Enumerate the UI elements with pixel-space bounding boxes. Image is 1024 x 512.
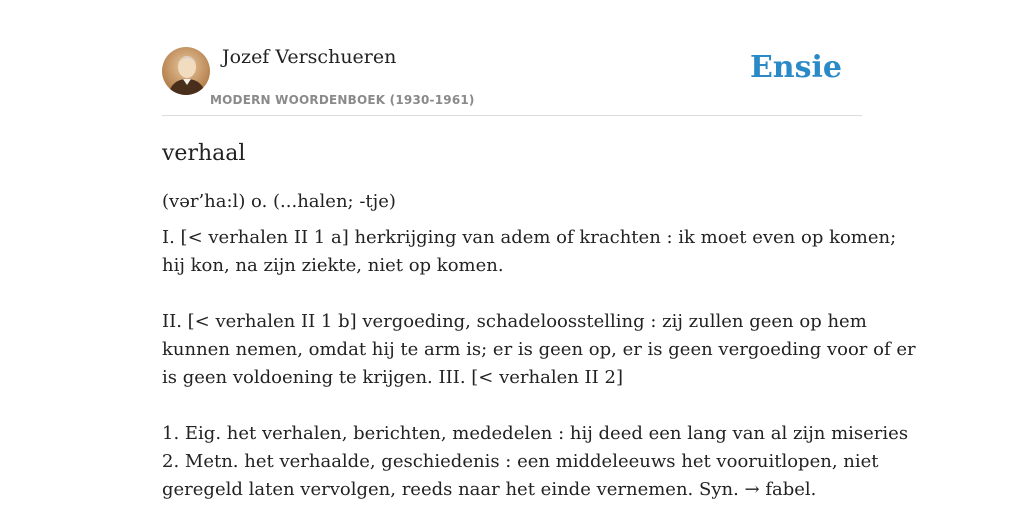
entry-header [162,44,862,116]
source-dictionary: MODERN WOORDENBOEK (1930-1961) [210,93,475,107]
definition-line: is geen voldoening te krijgen. III. [< verhalen II 2] [162,367,623,388]
definition-paragraph [162,420,909,504]
definition-line: I. [< verhalen II 1 a] herkrijging van adem of krachten : ik moet even op komen; [162,227,897,248]
portrait-icon [162,47,210,95]
definition-line: hij kon, na zijn ziekte, niet op komen. [162,255,504,276]
definition-line: 1. Eig. het verhalen, berichten, mededelen : hij deed een lang van al zijn miseries [162,423,909,444]
definition-line: 2. Metn. het verhaalde, geschiedenis : een middeleeuws het vooruitlopen, niet [162,451,879,472]
brand-logo[interactable]: Ensie [749,50,842,85]
entry-term: verhaal [162,141,246,166]
definition-paragraph [162,308,916,392]
definition-line: II. [< verhalen II 1 b] vergoeding, schadeloosstelling : zij zullen geen op hem [162,311,867,332]
entry-pronunciation: (vər’ha:l) o. (...halen; -tje) [162,191,396,212]
definition-line: kunnen nemen, omdat hij te arm is; er is geen op, er is geen vergoeding voor of er [162,339,916,360]
entry-content [162,138,916,512]
definition-paragraph [162,224,897,280]
definition-line: geregeld laten vervolgen, reeds naar het einde vernemen. Syn. → fabel. [162,479,817,500]
author-name[interactable]: Jozef Verschueren [222,46,397,68]
author-avatar[interactable] [162,47,210,95]
